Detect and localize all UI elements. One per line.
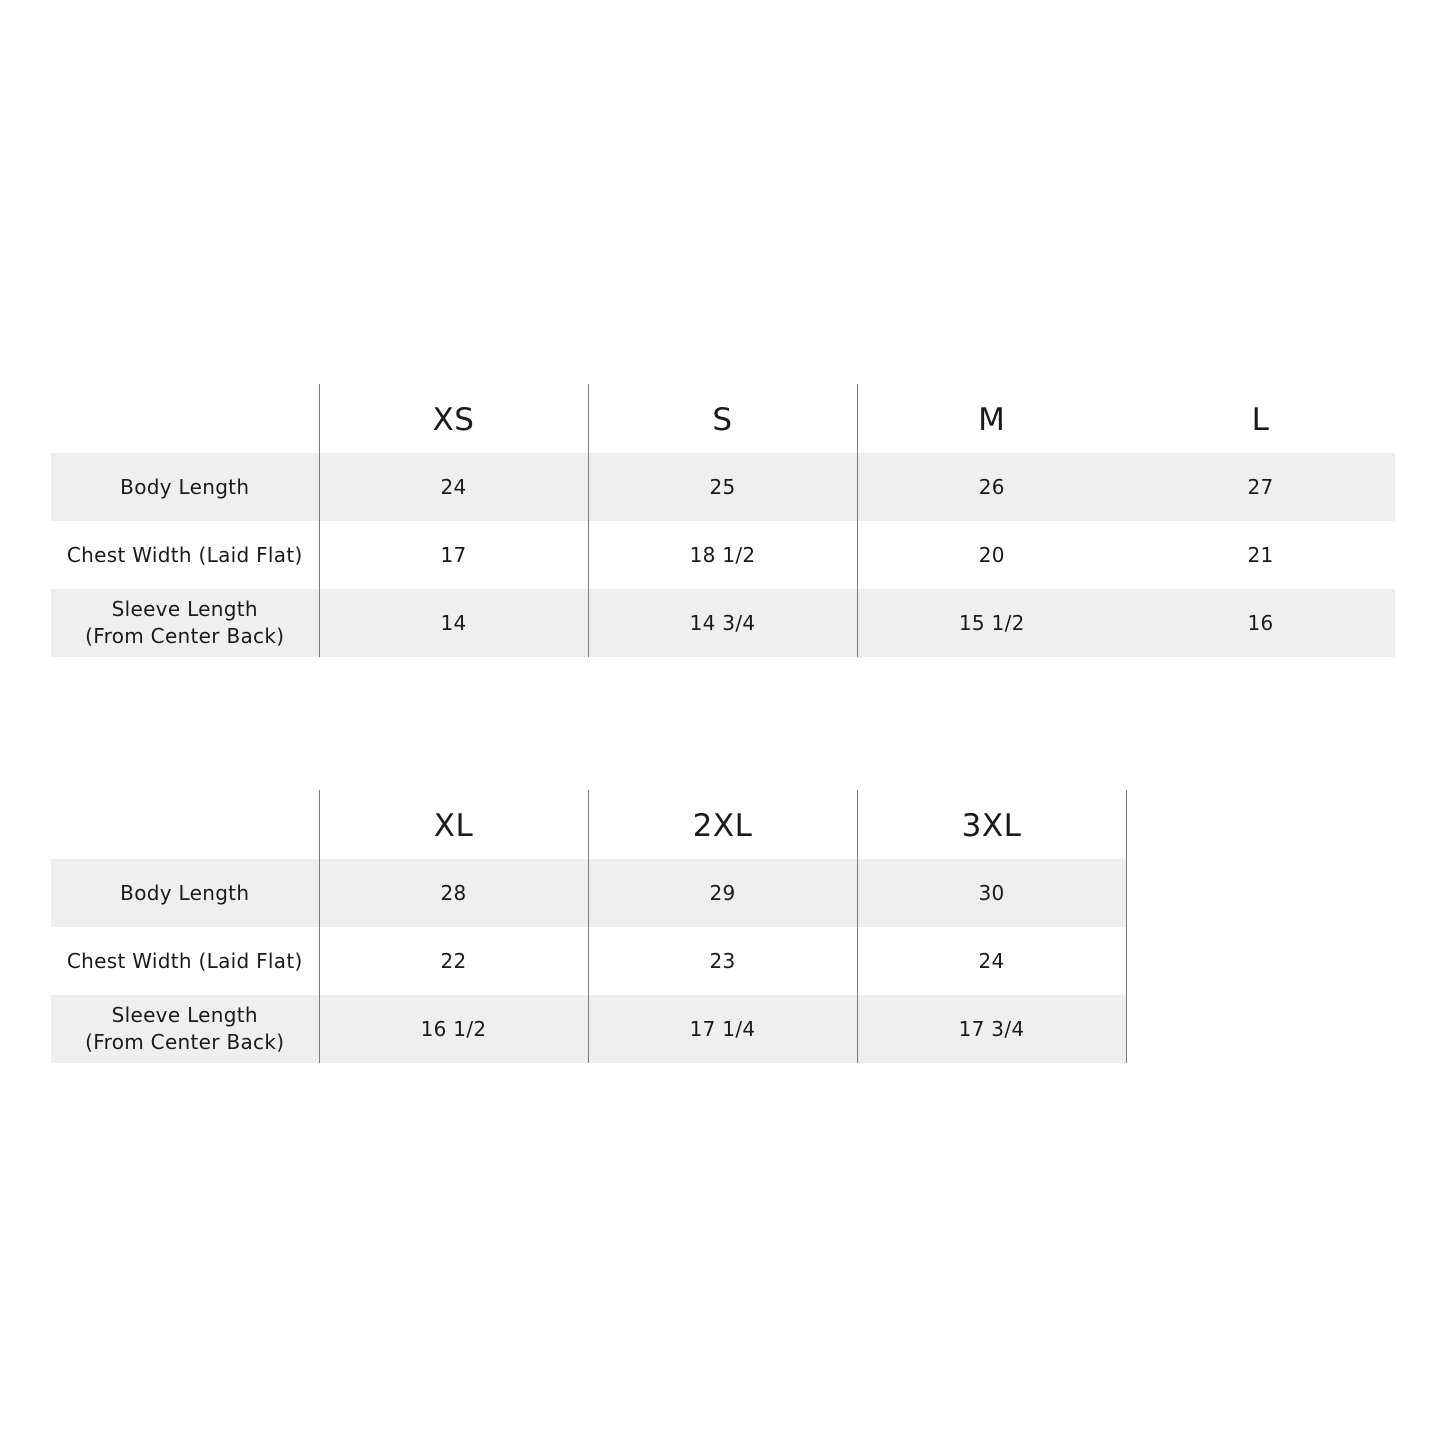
table-cell: 28: [319, 859, 588, 927]
size-chart-table-1: [51, 384, 1395, 657]
table-cell: 16 1/2: [319, 995, 588, 1063]
sleeve-length-label-line2: (From Center Back): [85, 1030, 285, 1054]
sleeve-length-row: [51, 589, 1395, 657]
table-cell: 17 1/4: [588, 995, 857, 1063]
table-cell: 14: [319, 589, 588, 657]
size-header-xl: XL: [319, 790, 588, 859]
table-cell: 23: [588, 927, 857, 995]
table-cell: 20: [857, 521, 1126, 589]
sleeve-length-row: [51, 995, 1126, 1063]
header-empty-cell: [51, 384, 319, 453]
size-header-s: S: [588, 384, 857, 453]
size-chart-table-2: [51, 790, 1127, 1063]
size-header-row: [51, 384, 1395, 453]
table-cell: 24: [319, 453, 588, 521]
chest-width-row: [51, 521, 1395, 589]
table-cell: 27: [1126, 453, 1395, 521]
table-cell: 14 3/4: [588, 589, 857, 657]
sleeve-length-label-line2: (From Center Back): [85, 624, 285, 648]
table-cell: 17: [319, 521, 588, 589]
body-length-row: [51, 453, 1395, 521]
table-cell: 17 3/4: [857, 995, 1126, 1063]
body-length-label: Body Length: [51, 859, 319, 927]
body-length-row: [51, 859, 1126, 927]
sleeve-length-label-line1: Sleeve Length: [111, 597, 258, 621]
chest-width-label: Chest Width (Laid Flat): [51, 927, 319, 995]
header-empty-cell: [51, 790, 319, 859]
sleeve-length-label-line1: Sleeve Length: [111, 1003, 258, 1027]
table-cell: 26: [857, 453, 1126, 521]
table-cell: 22: [319, 927, 588, 995]
table-cell: 15 1/2: [857, 589, 1126, 657]
body-length-label: Body Length: [51, 453, 319, 521]
table-cell: 30: [857, 859, 1126, 927]
table-cell: 18 1/2: [588, 521, 857, 589]
chest-width-row: [51, 927, 1126, 995]
table-cell: 24: [857, 927, 1126, 995]
size-header-xs: XS: [319, 384, 588, 453]
table-cell: 16: [1126, 589, 1395, 657]
sleeve-length-label: [51, 995, 319, 1063]
sleeve-length-label: [51, 589, 319, 657]
size-header-3xl: 3XL: [857, 790, 1126, 859]
table-cell: 21: [1126, 521, 1395, 589]
size-header-l: L: [1126, 384, 1395, 453]
size-header-row: [51, 790, 1126, 859]
size-header-m: M: [857, 384, 1126, 453]
table-cell: 25: [588, 453, 857, 521]
table-cell: 29: [588, 859, 857, 927]
chest-width-label: Chest Width (Laid Flat): [51, 521, 319, 589]
size-header-2xl: 2XL: [588, 790, 857, 859]
